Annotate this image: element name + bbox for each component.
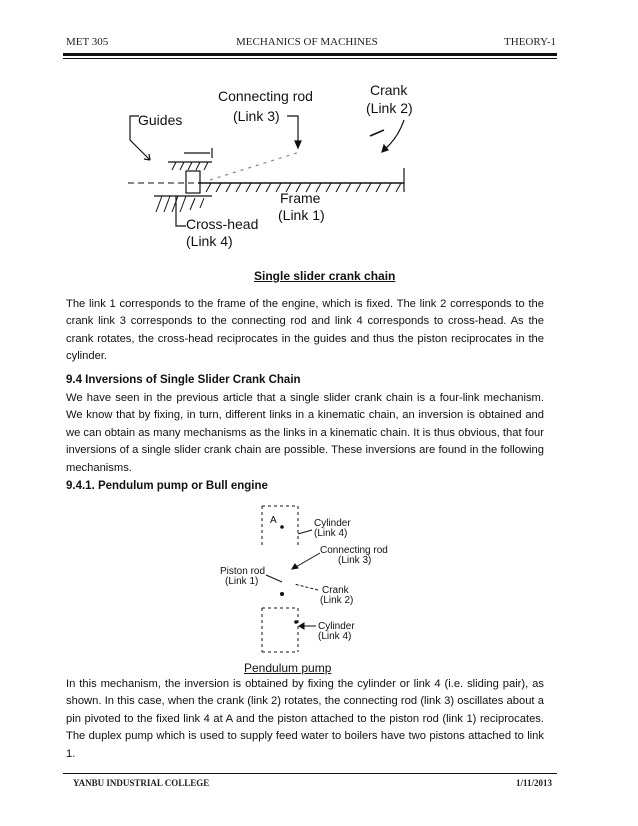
fig2-label-link4-top: (Link 4) (314, 528, 348, 539)
figure1-caption: Single slider crank chain (254, 269, 396, 283)
fig2-label-link4-bottom: (Link 4) (318, 631, 352, 642)
footer-rule (63, 773, 557, 774)
fig2-label-cylinder-bottom: Cylinder (318, 621, 355, 632)
connecting-rod-arrowhead-2 (292, 564, 298, 569)
fig2-label-link2: (Link 2) (320, 595, 354, 606)
header-title: MECHANICS OF MACHINES (236, 36, 378, 48)
bottom-cylinder-arrowhead (299, 623, 304, 629)
paragraph-pendulum-pump: In this mechanism, the inversion is obtained by fixing the cylinder or link 4 (i.e. sliding pair), as shown. In this case, when the crank (link 2) rotates, the connecting rod (link 3) oscillates about a pin pivoted to the fixed link 4 at A and the piston attached to the piston rod (link 1) reciprocates. The duplex pump which is used to supply feed water to boilers have two pistons attached to link 1. (66, 678, 544, 760)
fig1-label-frame: Frame (280, 190, 321, 206)
fig2-label-cylinder-top: Cylinder (314, 518, 351, 529)
footer-college: YANBU INDUSTRIAL COLLEGE (73, 778, 210, 788)
fig2-label-connecting-rod: Connecting rod (320, 545, 388, 556)
piston-mark (294, 620, 298, 624)
crank-pin (280, 592, 284, 596)
header-course: MET 305 (66, 36, 109, 48)
pivot-a (280, 525, 284, 529)
footer-date: 1/11/2013 (515, 778, 552, 788)
top-cylinder-leader (298, 530, 312, 534)
fig1-label-connecting-rod: Connecting rod (218, 88, 313, 104)
fig2-label-crank: Crank (322, 585, 349, 596)
header-section: THEORY-1 (504, 36, 556, 48)
fig2-label-link3: (Link 3) (338, 555, 372, 566)
fig1-label-link2: (Link 2) (366, 100, 413, 116)
section-heading-inversions: 9.4 Inversions of Single Slider Crank Chain (66, 374, 301, 386)
fig1-label-guides: Guides (138, 112, 183, 128)
figure2-caption: Pendulum pump (244, 661, 332, 675)
connecting-rod-leader-2 (294, 553, 320, 568)
crank-leader-2 (294, 584, 318, 590)
fig1-label-crank: Crank (370, 82, 408, 98)
piston-rod-leader (266, 575, 282, 582)
fig1-label-link3: (Link 3) (233, 108, 280, 124)
fig1-label-link4: (Link 4) (186, 233, 233, 249)
fig2-label-a: A (270, 515, 277, 526)
fig2-label-piston-rod: Piston rod (220, 566, 266, 577)
paragraph-inversions: We have seen in the previous article that a single slider crank chain is a four-link mechanism. We know that by fixing, in turn, different links in a kinematic chain, an inversion is obtained and we can obtain as many mechanisms as the links in a kinematic chain. It is thus obvious, that four inversions of a single slider crank chain are possible. These inversions are found in the following mechanisms. (66, 392, 544, 474)
fig1-label-crosshead: Cross-head (186, 216, 259, 232)
paragraph-link-description: The link 1 corresponds to the frame of the engine, which is fixed. The link 2 corresponds to the crank link 3 corresponds to the connecting rod and link 4 corresponds to cross-head. As the crank rotates, the cross-head reciprocates in the guides and thus the piston reciprocates in the cylinder. (66, 298, 544, 363)
fig2-label-link1: (Link 1) (225, 576, 259, 587)
section-heading-pendulum-pump: 9.4.1. Pendulum pump or Bull engine (66, 480, 268, 492)
fig1-label-link1: (Link 1) (278, 207, 325, 223)
